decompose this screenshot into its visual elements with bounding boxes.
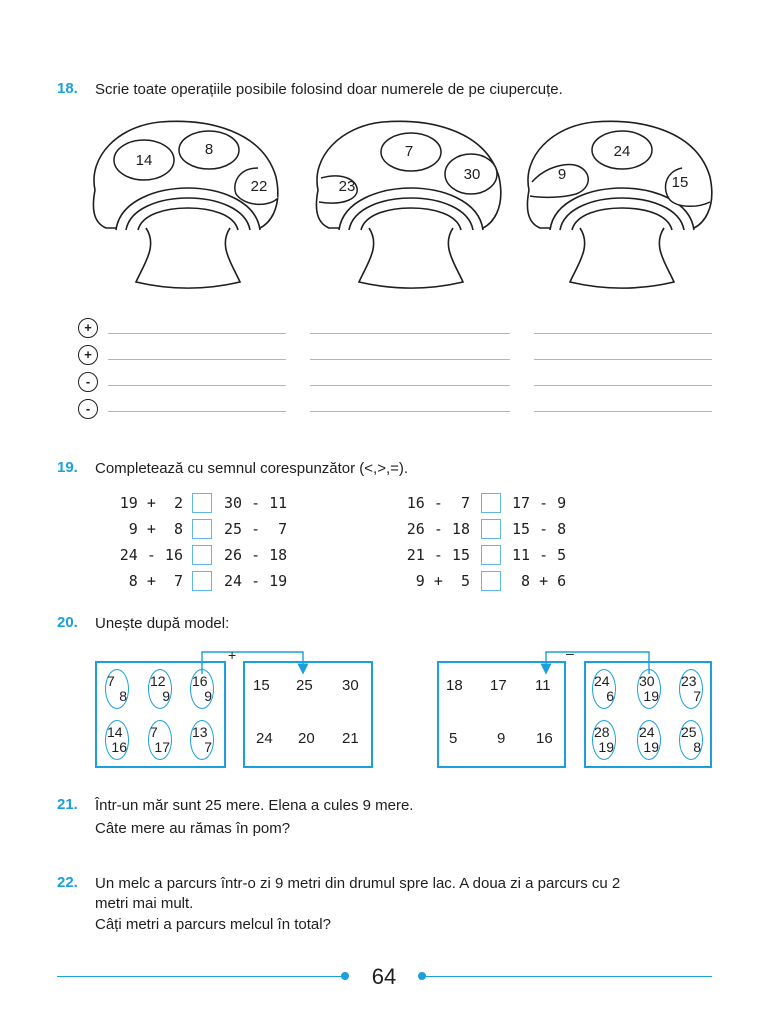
pair-top-number: 28 xyxy=(594,724,610,740)
pair-top-number: 24 xyxy=(639,724,655,740)
answer-line[interactable] xyxy=(310,359,510,360)
number-pair-oval[interactable] xyxy=(679,669,703,709)
pair-top-number: 14 xyxy=(107,724,123,740)
number-pair-oval[interactable] xyxy=(637,720,661,760)
comparison-right-expression: 24 - 19 xyxy=(224,572,288,590)
comparison-left-expression: 21 - 15 xyxy=(406,546,470,564)
answer-line[interactable] xyxy=(310,411,510,412)
sum-value[interactable]: 21 xyxy=(342,730,359,747)
pair-bottom-number: 7 xyxy=(204,739,212,755)
plus-sign-circle: + xyxy=(78,318,98,338)
comparison-answer-box[interactable] xyxy=(481,571,501,591)
sum-value[interactable]: 15 xyxy=(253,677,270,694)
minus-sign-circle: - xyxy=(78,372,98,392)
q21-line2: Câte mere au rămas în pom? xyxy=(95,820,291,837)
answer-line[interactable] xyxy=(534,411,712,412)
page-number: 64 xyxy=(371,964,397,989)
sum-value[interactable]: 30 xyxy=(342,677,359,694)
comparison-right-expression: 11 - 5 xyxy=(512,546,567,564)
q19-number: 19. xyxy=(57,459,78,476)
comparison-left-expression: 9 + 5 xyxy=(406,572,470,590)
number-pair-oval[interactable] xyxy=(637,669,661,709)
pair-bottom-number: 6 xyxy=(606,688,614,704)
difference-value[interactable]: 9 xyxy=(497,730,506,747)
mushroom-2-number: 7 xyxy=(404,143,414,160)
q19-instruction: Completează cu semnul corespunzător (<,>,=). xyxy=(95,460,409,477)
footer-dot-right xyxy=(418,972,426,980)
pair-top-number: 25 xyxy=(681,724,697,740)
comparison-right-expression: 8 + 6 xyxy=(512,572,567,590)
number-pair-oval[interactable] xyxy=(105,720,129,760)
q18-number: 18. xyxy=(57,80,78,97)
comparison-answer-box[interactable] xyxy=(192,493,212,513)
answer-line[interactable] xyxy=(534,385,712,386)
number-pair-oval[interactable] xyxy=(105,669,129,709)
mushroom-1-number: 14 xyxy=(135,152,153,169)
answer-line[interactable] xyxy=(310,333,510,334)
number-pair-oval[interactable] xyxy=(592,720,616,760)
sum-value[interactable]: 25 xyxy=(296,677,313,694)
pair-bottom-number: 19 xyxy=(643,739,659,755)
q22-number: 22. xyxy=(57,874,78,891)
answer-line[interactable] xyxy=(108,359,286,360)
comparison-right-expression: 25 - 7 xyxy=(224,520,288,538)
pair-bottom-number: 17 xyxy=(154,739,170,755)
answer-line[interactable] xyxy=(534,359,712,360)
number-pair-oval[interactable] xyxy=(148,669,172,709)
answer-line[interactable] xyxy=(310,385,510,386)
difference-value[interactable]: 11 xyxy=(535,677,551,694)
comparison-left-expression: 24 - 16 xyxy=(119,546,183,564)
answer-line[interactable] xyxy=(108,333,286,334)
plus-label: + xyxy=(228,647,237,663)
pair-bottom-number: 19 xyxy=(643,688,659,704)
sum-value[interactable]: 20 xyxy=(298,730,315,747)
comparison-left-expression: 16 - 7 xyxy=(406,494,470,512)
comparison-left-expression: 19 + 2 xyxy=(119,494,183,512)
comparison-right-expression: 30 - 11 xyxy=(224,494,288,512)
mushroom-3-number: 9 xyxy=(557,166,567,183)
pair-bottom-number: 8 xyxy=(119,688,127,704)
difference-value[interactable]: 18 xyxy=(446,677,463,694)
pair-top-number: 24 xyxy=(594,673,610,689)
answer-line[interactable] xyxy=(534,333,712,334)
comparison-answer-box[interactable] xyxy=(481,519,501,539)
pair-top-number: 23 xyxy=(681,673,697,689)
pair-bottom-number: 9 xyxy=(162,688,170,704)
q21-line1: Într-un măr sunt 25 mere. Elena a cules 9 mere. xyxy=(95,797,414,814)
q20-instruction: Unește după model: xyxy=(95,615,230,632)
plus-sign-circle: + xyxy=(78,345,98,365)
answer-line[interactable] xyxy=(108,411,286,412)
comparison-right-expression: 17 - 9 xyxy=(512,494,567,512)
number-pair-oval[interactable] xyxy=(190,720,214,760)
difference-value[interactable]: 17 xyxy=(490,677,507,694)
q22-line2: metri mai mult. xyxy=(95,895,194,912)
footer-rule-right xyxy=(426,976,712,977)
pair-top-number: 7 xyxy=(107,673,115,689)
number-pair-oval[interactable] xyxy=(190,669,214,709)
pair-bottom-number: 9 xyxy=(204,688,212,704)
mushroom-1-number: 22 xyxy=(250,178,268,195)
pair-bottom-number: 19 xyxy=(598,739,614,755)
comparison-left-expression: 8 + 7 xyxy=(119,572,183,590)
pair-top-number: 7 xyxy=(150,724,158,740)
mushroom-1 xyxy=(93,121,278,288)
pair-bottom-number: 7 xyxy=(693,688,701,704)
pair-top-number: 30 xyxy=(639,673,655,689)
comparison-answer-box[interactable] xyxy=(192,571,212,591)
difference-value[interactable]: 16 xyxy=(536,730,553,747)
sum-value[interactable]: 24 xyxy=(256,730,273,747)
mushroom-illustrations xyxy=(0,120,768,300)
mushroom-2-number: 23 xyxy=(338,178,356,195)
comparison-right-expression: 26 - 18 xyxy=(224,546,288,564)
pair-top-number: 13 xyxy=(192,724,208,740)
comparison-answer-box[interactable] xyxy=(481,545,501,565)
comparison-left-expression: 9 + 8 xyxy=(119,520,183,538)
comparison-left-expression: 26 - 18 xyxy=(406,520,470,538)
footer-dot-left xyxy=(341,972,349,980)
mushroom-1-number: 8 xyxy=(204,141,214,158)
answer-line[interactable] xyxy=(108,385,286,386)
pair-top-number: 12 xyxy=(150,673,166,689)
footer-rule-left xyxy=(57,976,342,977)
number-pair-oval[interactable] xyxy=(148,720,172,760)
mushroom-3-number: 15 xyxy=(671,174,689,191)
q22-line3: Câți metri a parcurs melcul în total? xyxy=(95,916,331,933)
difference-value[interactable]: 5 xyxy=(449,730,458,747)
number-pair-oval[interactable] xyxy=(679,720,703,760)
q18-instruction: Scrie toate operațiile posibile folosind doar numerele de pe ciupercuțe. xyxy=(95,81,563,98)
q20-number: 20. xyxy=(57,614,78,631)
minus-label: – xyxy=(566,645,574,661)
mushroom-3-number: 24 xyxy=(613,143,631,160)
comparison-answer-box[interactable] xyxy=(192,519,212,539)
pair-top-number: 16 xyxy=(192,673,208,689)
q22-line1: Un melc a parcurs într-o zi 9 metri din drumul spre lac. A doua zi a parcurs cu 2 xyxy=(95,875,621,892)
pair-bottom-number: 8 xyxy=(693,739,701,755)
minus-sign-circle: - xyxy=(78,399,98,419)
number-pair-oval[interactable] xyxy=(592,669,616,709)
mushroom-2-number: 30 xyxy=(463,166,481,183)
comparison-answer-box[interactable] xyxy=(192,545,212,565)
q21-number: 21. xyxy=(57,796,78,813)
pair-bottom-number: 16 xyxy=(111,739,127,755)
comparison-answer-box[interactable] xyxy=(481,493,501,513)
comparison-right-expression: 15 - 8 xyxy=(512,520,567,538)
